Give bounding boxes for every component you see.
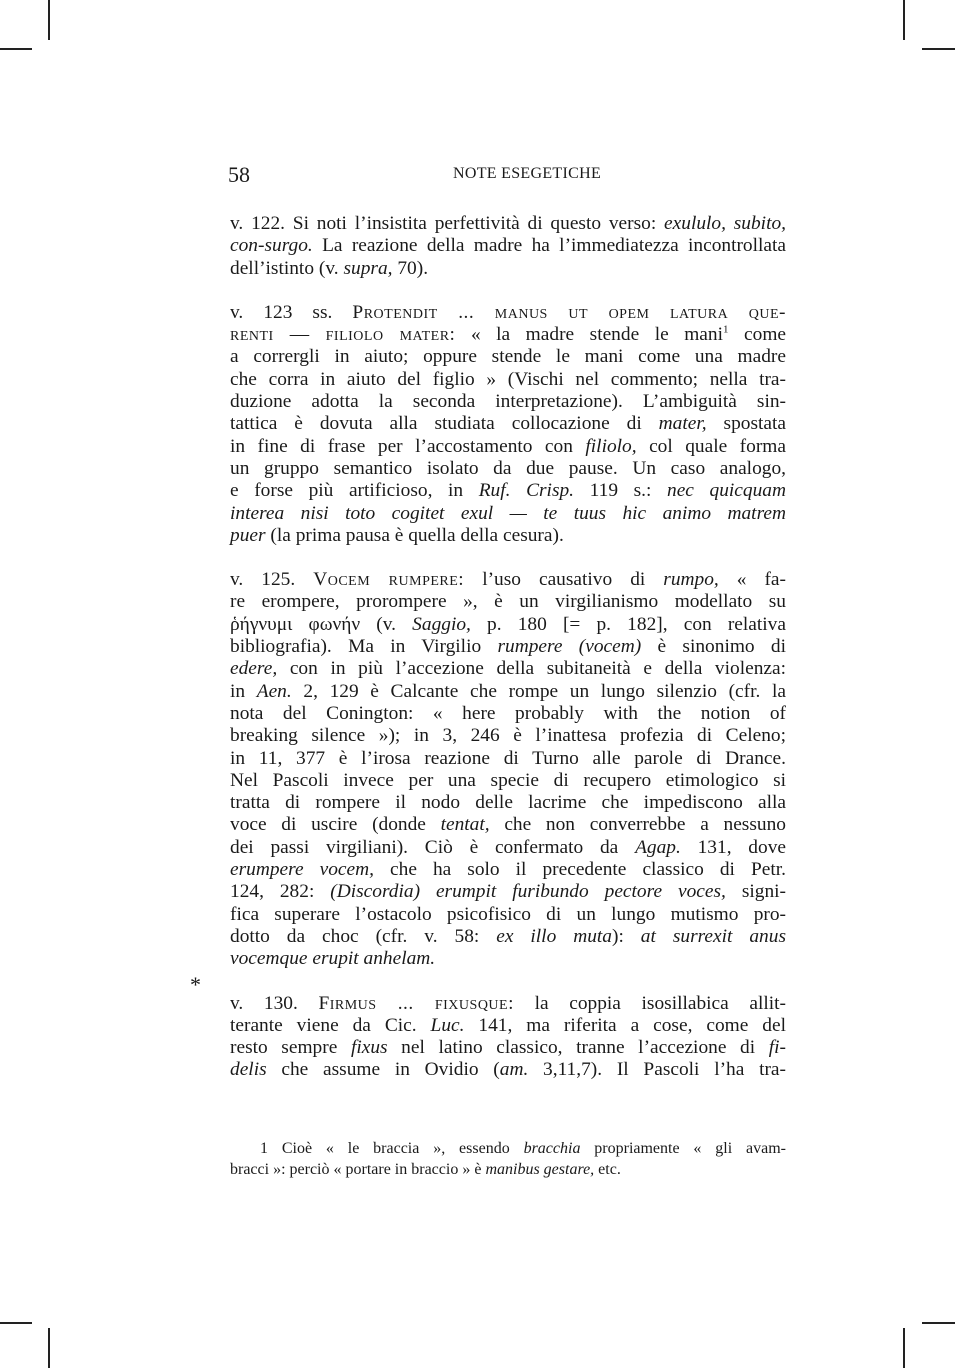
text-line [230, 658, 786, 680]
text-span: etc. [594, 1161, 621, 1178]
text-line: tratta di rompere il nodo delle lacrime che impediscono alla [230, 792, 786, 814]
text-span: p. 180 [= p. 182], con relativa [470, 613, 786, 635]
footnote [230, 1138, 786, 1180]
lemma: Vocem rumpere: [313, 569, 465, 591]
text-span: bracci »: perciò « portare in braccio » è [230, 1161, 486, 1178]
text-line: che corra in aiuto del figlio » (Vischi nel commento; nella tra- [230, 368, 786, 390]
text-line [230, 525, 786, 547]
italic-span: (Discordia) erumpit furibundo pectore voces, [330, 881, 726, 903]
crop-mark [0, 1322, 32, 1324]
italic-span: supra, [343, 257, 393, 279]
text-span: ῥήγνυμι φωνήν (v. [230, 613, 413, 635]
text-span: 70). [392, 257, 429, 279]
crop-mark [922, 48, 955, 50]
text-line [230, 1059, 786, 1081]
text-span: La reazione della madre ha l’immediatezza incontrollata dell’istinto (v. [230, 235, 786, 279]
text-span: terante viene da Cic. [230, 1014, 431, 1036]
text-span: che assume in Ovidio ( [266, 1059, 500, 1081]
text-span: « fa- [718, 569, 786, 591]
text-line [230, 480, 786, 502]
text-line [230, 926, 786, 948]
text-span: v. 130. [230, 992, 319, 1014]
text-span: bibliografia). Ma in Virgilio [230, 636, 498, 658]
page-number: 58 [228, 162, 250, 187]
text-line [230, 1015, 786, 1037]
margin-asterisk: * [190, 972, 201, 997]
text-span: 141, ma riferita a cose, come del [464, 1014, 786, 1036]
text-line [230, 948, 786, 970]
crop-mark [922, 1322, 955, 1324]
text-line: re erompere, prorompere », è un virgilianismo modellato su [230, 591, 786, 613]
lemma: Firmus ... fixusque: [318, 992, 514, 1014]
crop-mark [903, 0, 905, 40]
footnote-number: 1 [260, 1140, 268, 1157]
note-verse-125 [230, 569, 786, 970]
italic-span: manibus gestare, [485, 1161, 595, 1178]
text-span: resto sempre [230, 1037, 351, 1059]
page-header [228, 162, 788, 190]
main-text [230, 213, 786, 1082]
italic-span: at surrexit anus [640, 925, 786, 947]
italic-span: Saggio, [412, 613, 471, 635]
text-line: a corrergli in aiuto; oppure stende le mani come una madre [230, 346, 786, 368]
italic-span: Agap. [635, 836, 681, 858]
italic-span: fixus [350, 1037, 388, 1059]
italic-span: vocemque erupit anhelam. [230, 948, 436, 970]
italic-span: puer [230, 524, 266, 546]
italic-span: delis [230, 1059, 267, 1081]
text-line: in 11, 377 è l’irosa reazione di Turno alle parole di Drance. [230, 747, 786, 769]
text-span: spostata [706, 413, 786, 435]
italic-span: tentat, [440, 814, 490, 836]
note-verse-130 [230, 993, 786, 1082]
text-line [230, 681, 786, 703]
text-line [230, 413, 786, 435]
text-span: voce di uscire (donde [230, 814, 441, 836]
text-line [230, 837, 786, 859]
text-line [230, 814, 786, 836]
text-span: v. 123 ss. [230, 301, 353, 323]
text-span: l’uso causativo di [464, 569, 664, 591]
text-span: come [728, 324, 787, 346]
text-span: v. 122. Si noti l’insistita perfettività di questo verso: [230, 213, 665, 234]
text-span: e forse più artificioso, in [230, 480, 479, 502]
text-span: dei passi virgiliani). Ciò è confermato da [230, 836, 636, 858]
text-line: fica superare l’ostacolo psicofisico di un lungo mutismo pro- [230, 903, 786, 925]
text-span: è sinonimo di [641, 636, 787, 658]
text-line [230, 503, 786, 525]
text-span: 2, 129 è Calcante che rompe un lungo silenzio (cfr. la [291, 680, 786, 702]
italic-span: Aen. [256, 680, 292, 702]
text-span: 3,11,7). Il Pascoli l’ha tra- [528, 1059, 786, 1081]
italic-span: filiolo, [585, 435, 637, 457]
italic-span: rumpere (vocem) [497, 636, 642, 658]
text-span: con in più l’accezione della subitaneità e della violenza: [277, 658, 786, 680]
text-span: nel latino classico, tranne l’accezione di [387, 1037, 769, 1059]
text-span: propriamente « gli avam- [580, 1140, 786, 1157]
text-line: un gruppo semantico isolato da due pause. Un caso analogo, [230, 457, 786, 479]
text-span: 119 s.: [574, 480, 667, 502]
italic-span: rumpo, [663, 569, 719, 591]
text-line [230, 636, 786, 658]
text-line [230, 1037, 786, 1059]
italic-span: erumpere vocem, [230, 859, 374, 881]
text-line: Nel Pascoli invece per una specie di recupero etimologico si [230, 769, 786, 791]
text-span: ): [612, 925, 641, 947]
crop-mark [903, 1328, 905, 1368]
text-span: in fine di frase per l’accostamento con [230, 435, 586, 457]
text-line [230, 436, 786, 458]
italic-span: ex illo muta [496, 925, 612, 947]
text-span: che ha solo il precedente classico di Petr. [373, 859, 786, 881]
italic-span: fi- [768, 1037, 786, 1059]
text-span: in [230, 680, 257, 702]
text-line [230, 993, 786, 1015]
text-line: duzione adotta la seconda interpretazione). L’ambiguità sin- [230, 391, 786, 413]
lemma: renti — filiolo mater: [230, 324, 456, 346]
italic-span: bracchia [523, 1140, 581, 1157]
italic-span: mater, [658, 413, 707, 435]
crop-mark [48, 0, 50, 40]
text-line [230, 324, 786, 346]
text-span: 124, 282: [230, 881, 331, 903]
italic-span: exululo, subito, con-surgo. [230, 213, 786, 257]
text-span: Cioè « le braccia », essendo [268, 1140, 524, 1157]
text-span: 131, dove [680, 836, 786, 858]
text-span: v. 125. [230, 569, 314, 591]
text-line [230, 859, 786, 881]
text-span: tattica è dovuta alla studiata collocazione di [230, 413, 659, 435]
crop-mark [0, 48, 32, 50]
text-span: (la prima pausa è quella della cesura). [265, 524, 564, 546]
text-line: breaking silence »); in 3, 246 è l’inattesa profezia di Celeno; [230, 725, 786, 747]
text-span: che non converrebbe a nessuno [489, 814, 786, 836]
italic-span: am. [499, 1059, 529, 1081]
footnote-line [230, 1138, 786, 1159]
italic-span: interea nisi toto cogitet exul — te tuus hic animo matrem [230, 502, 786, 524]
note-verse-123 [230, 302, 786, 547]
italic-span: Luc. [430, 1014, 465, 1036]
text-span: dotto da choc (cfr. v. 58: [230, 925, 497, 947]
text-span: col quale forma [636, 435, 786, 457]
text-line: nota del Conington: « here probably with the notion of [230, 702, 786, 724]
italic-span: edere, [230, 658, 278, 680]
italic-span: Ruf. Crisp. [478, 480, 575, 502]
text-span: la coppia isosillabica allit- [513, 992, 786, 1014]
italic-span: nec quicquam [667, 480, 786, 502]
footnote-ref: 1 [723, 323, 729, 336]
text-line [230, 302, 786, 324]
crop-mark [48, 1328, 50, 1368]
footnote-line [230, 1159, 786, 1180]
text-span: « la madre stende le mani [455, 324, 723, 346]
text-line [230, 569, 786, 591]
text-span: signi- [725, 881, 786, 903]
text-line [230, 614, 786, 636]
text-line [230, 881, 786, 903]
running-title: NOTE ESEGETICHE [453, 165, 602, 182]
note-verse-122 [230, 213, 786, 280]
lemma: Protendit ... manus ut opem latura que- [352, 301, 786, 323]
